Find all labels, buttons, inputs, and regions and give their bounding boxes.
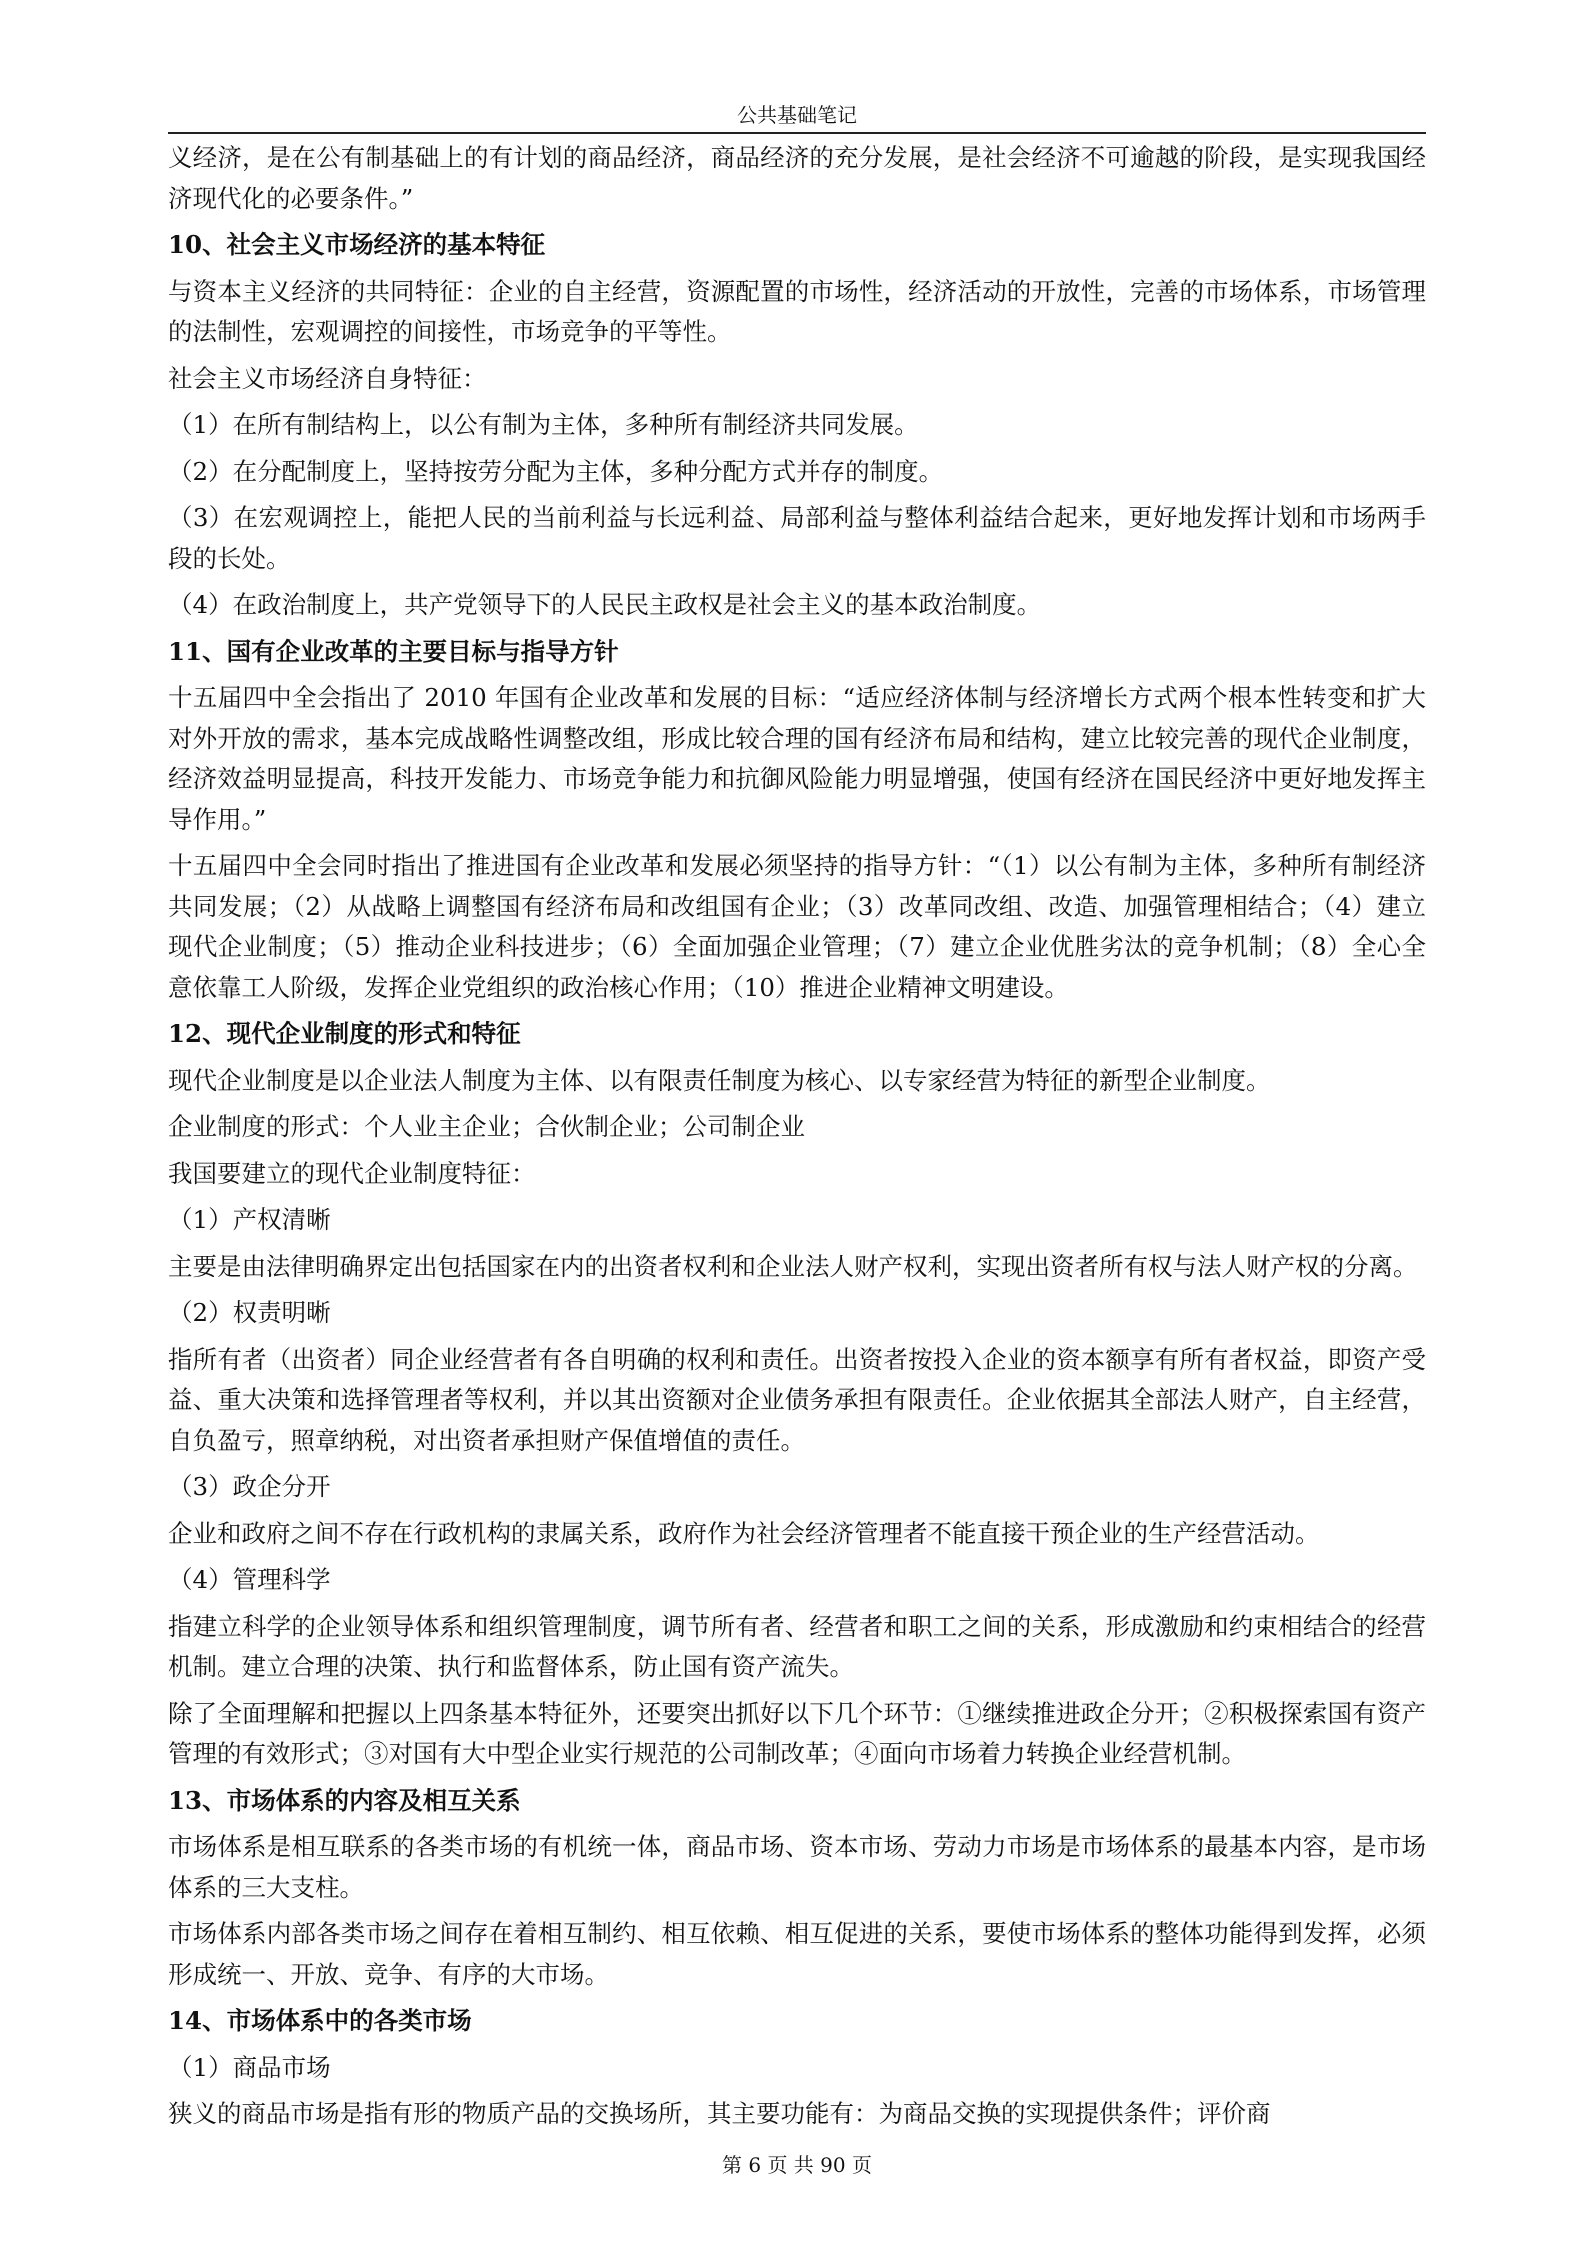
paragraph: 社会主义市场经济自身特征： — [168, 363, 487, 393]
page-footer: 第 6 页 共 90 页 — [722, 2153, 872, 2177]
paragraph: 市场体系内部各类市场之间存在着相互制约、相互依赖、相互促进的关系，要使市场体系的整体功能得到发挥，必须形成统一、开放、竞争、有序的大市场。 — [168, 1919, 1426, 1989]
paragraph: 十五届四中全会指出了 2010 年国有企业改革和发展的目标：“适应经济体制与经济增长方式两个根本性转变和扩大对外开放的需求，基本完成战略性调整改组，形成比较合理的国有经济布局和结构，建立比较完善的现代企业制度，经济效益明显提高，科技开发能力、市场竞争能力和抗御风险能力明显增强，使国有经济在国民经济中更好地发挥主导作用。” — [168, 683, 1426, 834]
paragraph: 与资本主义经济的共同特征：企业的自主经营，资源配置的市场性，经济活动的开放性，完善的市场体系，市场管理的法制性，宏观调控的间接性，市场竞争的平等性。 — [168, 276, 1426, 346]
paragraph: （1）商品市场 — [168, 2052, 331, 2082]
paragraph: 十五届四中全会同时指出了推进国有企业改革和发展必须坚持的指导方针：“（1）以公有制为主体，多种所有制经济共同发展；（2）从战略上调整国有经济布局和改组国有企业；（3）改革同改组、改造、加强管理相结合；（4）建立现代企业制度；（5）推动企业科技进步；（6）全面加强企业管理；（7）建立企业优胜劣汰的竞争机制；（8）全心全意依靠工人阶级，发挥企业党组织的政治核心作用；（10）推进企业精神文明建设。 — [168, 851, 1426, 1002]
paragraph: 市场体系是相互联系的各类市场的有机统一体，商品市场、资本市场、劳动力市场是市场体系的最基本内容，是市场体系的三大支柱。 — [168, 1832, 1426, 1902]
paragraph: （4）管理科学 — [168, 1565, 331, 1594]
paragraph: （4）在政治制度上，共产党领导下的人民民主政权是社会主义的基本政治制度。 — [168, 590, 1042, 619]
paragraph: （1）产权清晰 — [168, 1205, 331, 1234]
paragraph: （2）在分配制度上，坚持按劳分配为主体，多种分配方式并存的制度。 — [168, 456, 944, 486]
paragraph: 指建立科学的企业领导体系和组织管理制度，调节所有者、经营者和职工之间的关系，形成激励和约束相结合的经营机制。建立合理的决策、执行和监督体系，防止国有资产流失。 — [168, 1611, 1426, 1681]
section-heading: 14、市场体系中的各类市场 — [168, 2006, 472, 2035]
paragraph: 指所有者（出资者）同企业经营者有各自明确的权利和责任。出资者按投入企业的资本额享有所有者权益，即资产受益、重大决策和选择管理者等权利，并以其出资额对企业债务承担有限责任。企业依据其全部法人财产，自主经营，自负盈亏，照章纳税，对出资者承担财产保值增值的责任。 — [168, 1344, 1426, 1455]
paragraph: 企业和政府之间不存在行政机构的隶属关系，政府作为社会经济管理者不能直接干预企业的生产经营活动。 — [168, 1518, 1320, 1548]
paragraph: （1）在所有制结构上，以公有制为主体，多种所有制经济共同发展。 — [168, 410, 919, 439]
paragraph: （3）政企分开 — [168, 1472, 331, 1501]
section-heading: 13、市场体系的内容及相互关系 — [168, 1785, 521, 1815]
paragraph: 除了全面理解和把握以上四条基本特征外，还要突出抓好以下几个环节：①继续推进政企分开；②积极探索国有资产管理的有效形式；③对国有大中型企业实行规范的公司制改革；④面向市场着力转换企业经营机制。 — [168, 1698, 1426, 1768]
section-heading: 12、现代企业制度的形式和特征 — [168, 1019, 521, 1048]
paragraph: 企业制度的形式：个人业主企业；合伙制企业；公司制企业 — [168, 1112, 805, 1141]
paragraph: 狭义的商品市场是指有形的物质产品的交换场所，其主要功能有：为商品交换的实现提供条件；评价商 — [168, 2099, 1271, 2128]
paragraph: （3）在宏观调控上，能把人民的当前利益与长远利益、局部利益与整体利益结合起来，更好地发挥计划和市场两手段的长处。 — [168, 503, 1426, 573]
section-heading: 10、社会主义市场经济的基本特征 — [168, 230, 546, 259]
paragraph: 义经济，是在公有制基础上的有计划的商品经济，商品经济的充分发展，是社会经济不可逾越的阶段，是实现我国经济现代化的必要条件。” — [168, 143, 1426, 213]
paragraph: 我国要建立的现代企业制度特征： — [168, 1158, 536, 1188]
section-heading: 11、国有企业改革的主要目标与指导方针 — [168, 636, 619, 666]
paragraph: 主要是由法律明确界定出包括国家在内的出资者权利和企业法人财产权利，实现出资者所有权与法人财产权的分离。 — [168, 1251, 1418, 1281]
paragraph: 现代企业制度是以企业法人制度为主体、以有限责任制度为核心、以专家经营为特征的新型企业制度。 — [168, 1065, 1271, 1095]
document-page — [168, 100, 1426, 2141]
page-header: 公共基础笔记 — [168, 100, 1426, 134]
document-body — [168, 138, 1426, 2135]
paragraph: （2）权责明晰 — [168, 1298, 331, 1327]
